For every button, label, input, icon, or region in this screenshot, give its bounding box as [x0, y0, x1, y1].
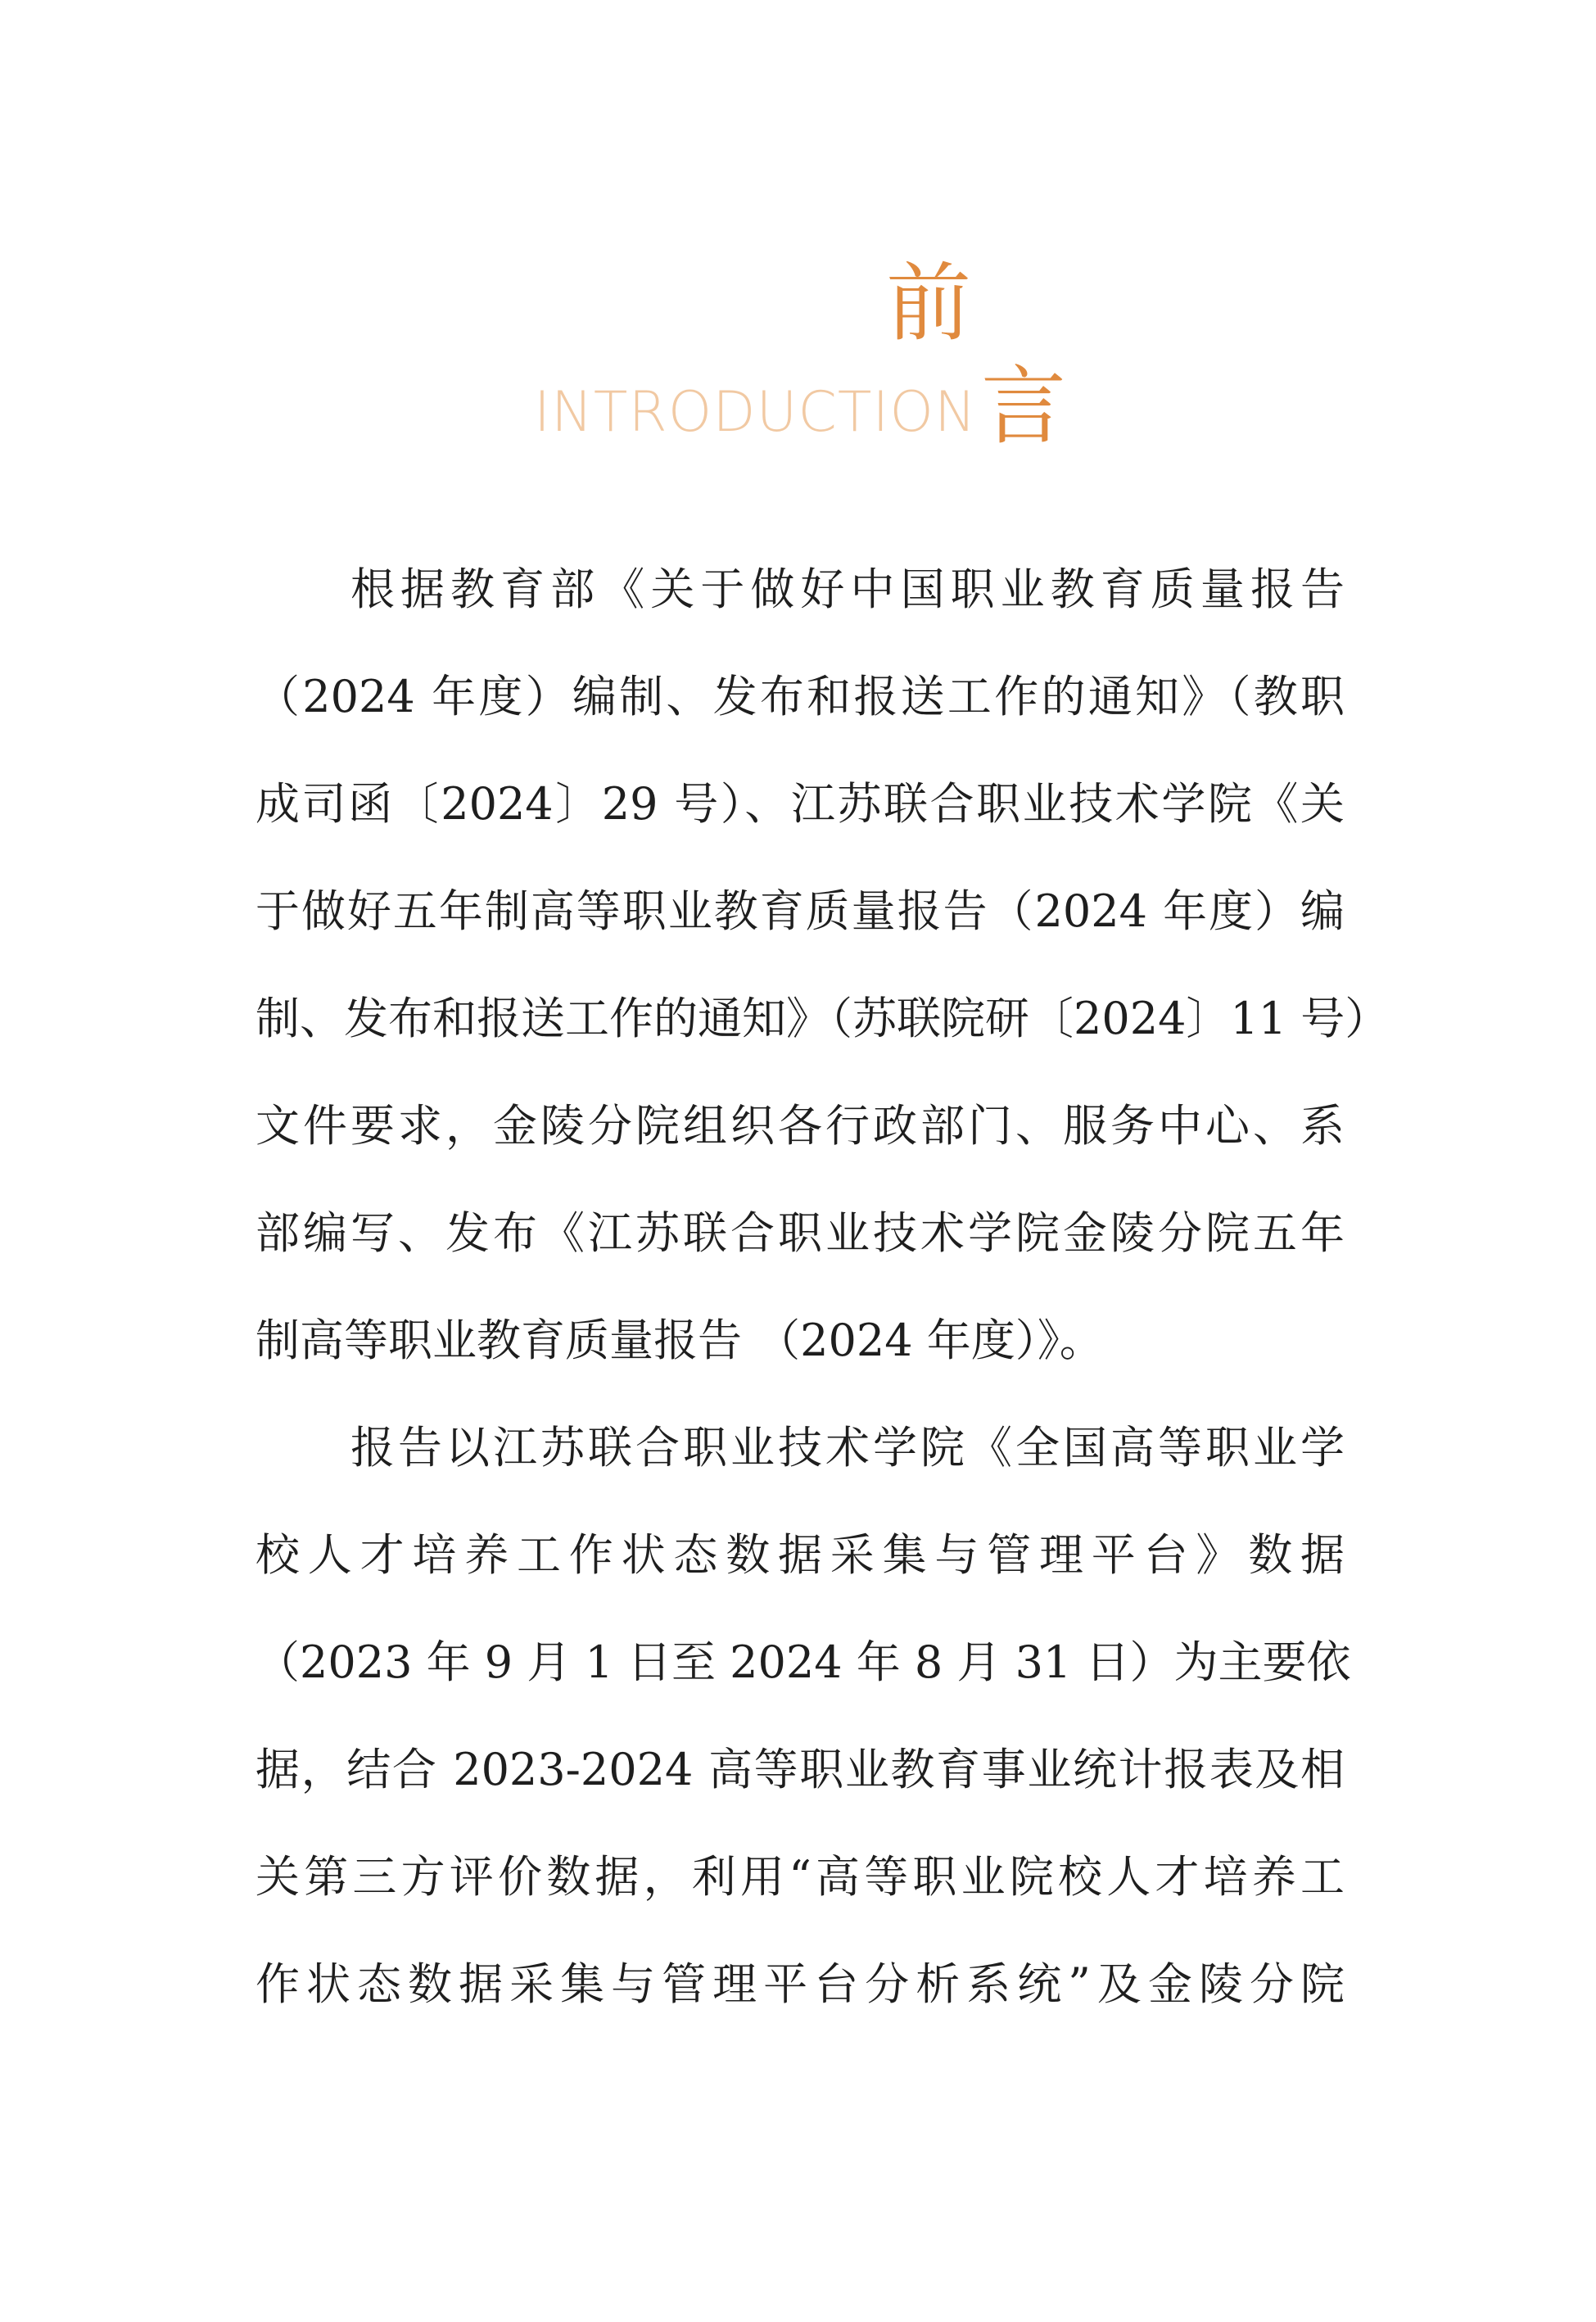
title-char-yan: 言: [981, 356, 1067, 456]
paragraph-2-line: 关第三方评价数据，利用“高等职业院校人才培养工: [255, 1851, 1345, 1903]
paragraph-2-line: 作状态数据采集与管理平台分析系统”及金陵分院: [255, 1958, 1345, 2010]
page-header: [0, 0, 1596, 491]
paragraph-1-line: 部编写、发布《江苏联合职业技术学院金陵分院五年: [255, 1207, 1345, 1259]
paragraph-1-line: 成司函〔2024〕29 号）、江苏联合职业技术学院《关: [255, 778, 1345, 830]
paragraph-2-line: 报告以江苏联合职业技术学院《全国高等职业学: [350, 1422, 1345, 1473]
paragraph-2-line: 据，结合 2023-2024 高等职业教育事业统计报表及相: [255, 1744, 1345, 1795]
paragraph-2-line: 校人才培养工作状态数据采集与管理平台》数据: [255, 1529, 1345, 1581]
paragraph-1-line: 文件要求，金陵分院组织各行政部门、服务中心、系: [255, 1100, 1345, 1152]
paragraph-1-line: 制、发布和报送工作的通知》（苏联院研〔2024〕11 号）: [255, 993, 1390, 1044]
paragraph-2-line: （2023 年 9 月 1 日至 2024 年 8 月 31 日）为主要依: [255, 1636, 1351, 1688]
paragraph-1-line: 于做好五年制高等职业教育质量报告（2024 年度）编: [255, 885, 1345, 937]
paragraph-1-line: 制高等职业教育质量报告 （2024 年度）》。: [255, 1315, 1104, 1366]
title-introduction: INTRODUCTION: [534, 380, 977, 445]
body-text: [255, 557, 1390, 2059]
paragraph-1-line: 根据教育部《关于做好中国职业教育质量报告: [350, 564, 1345, 615]
paragraph-1-line: （2024 年度）编制、发布和报送工作的通知》（教职: [255, 671, 1345, 722]
title-char-qian: 前: [886, 253, 972, 353]
